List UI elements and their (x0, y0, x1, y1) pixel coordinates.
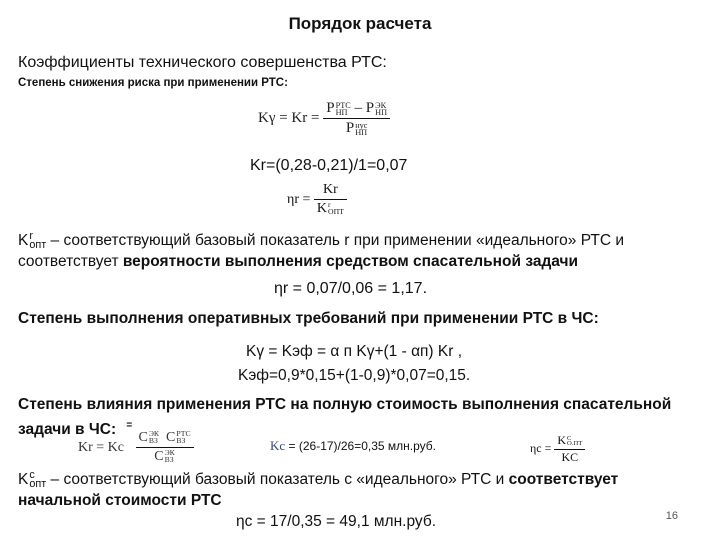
paragraph-kopt-r: K r опт – соответствующий базовый показатель r при применении «идеального» РТС и соответствует вероятности выполнения средством спасательной задачи (18, 229, 624, 270)
ky-formula: Kγ = Kэф = α п Kγ+(1 - αп) Kr , (246, 343, 463, 360)
kr-calculation: Kr=(0,28-0,21)/1=0,07 (250, 157, 408, 174)
kc-calculation: Kс = (26-17)/26=0,35 млн.руб. (270, 438, 437, 453)
section-operational-requirements: Степень выполнения оперативных требований при применении РТС в ЧС: (18, 310, 599, 327)
kr-formula (258, 100, 390, 138)
eta-c-calculation: ηс = 17/0,35 = 49,1 млн.руб. (236, 513, 437, 530)
slide-title: Порядок расчета (288, 14, 432, 33)
eta-c-formula: ηс = K C О.ПТ KC (530, 434, 585, 465)
kef-calculation: Kэф=0,9*0,15+(1-0,9)*0,07=0,15. (238, 367, 471, 384)
eta-r-calculation: ηr = 0,07/0,06 = 1,17. (274, 280, 428, 297)
kc-formula: Kr = Kс C ЭК ВЗ C РТС ВЗ C ЭК ВЗ (78, 430, 194, 465)
section-heading: Коэффициенты технического совершенства РТС: (18, 54, 387, 71)
kr-fraction: P РТС НП – P ЭК НП P нус НП (323, 100, 390, 138)
risk-reduction-subheading: Степень снижения риска при применении РТС: (18, 77, 288, 89)
kr-formula-lhs: Kγ = Kr = (258, 110, 320, 127)
paragraph-kopt-c: K с опт – соответствующий базовый показатель с «идеального» РТС и соответствует начальной стоимости РТС (18, 468, 619, 509)
page-number: 16 (665, 510, 678, 522)
eta-r-formula: ηr = Kr K r ОПТ (287, 182, 347, 217)
section-cost-influence: Степень влияния применения РТС на полную стоимость выполнения спасательной задачи в ЧС: = (18, 396, 672, 438)
